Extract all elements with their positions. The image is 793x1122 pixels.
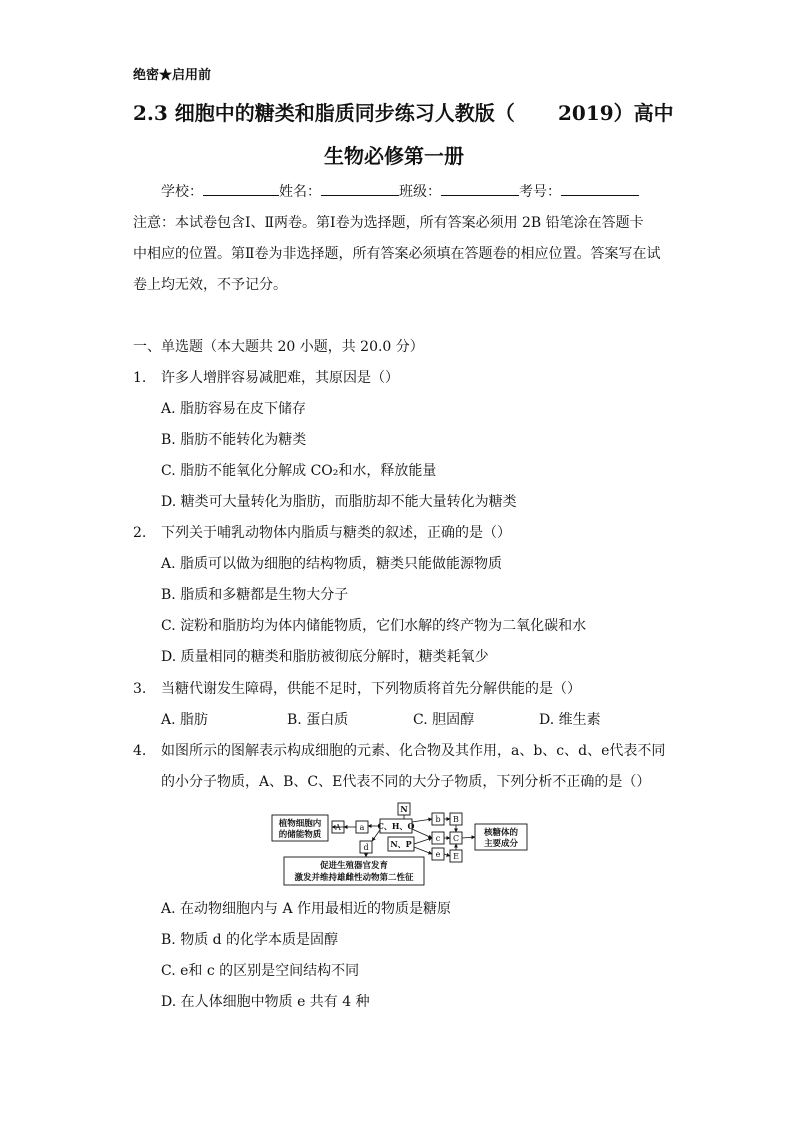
label-b: b [435, 815, 441, 824]
question-4-option-d[interactable]: D. 在人体细胞中物质 e 共有 4 种 [161, 994, 370, 1010]
label-a: a [359, 823, 365, 832]
label-d: d [363, 843, 369, 852]
label-E: E [453, 852, 459, 861]
exam-no-blank[interactable] [561, 182, 639, 196]
question-2-stem: 下列关于哺乳动物体内脂质与糖类的叙述，正确的是（） [161, 525, 511, 541]
question-3-option-c[interactable]: C. 胆固醇 [413, 712, 475, 728]
question-2-option-a[interactable]: A. 脂质可以做为细胞的结构物质，糖类只能做能源物质 [161, 556, 503, 572]
hormone-label-line1: 促进生殖器官发育 [319, 861, 389, 871]
question-4-option-b[interactable]: B. 物质 d 的化学本质是固醇 [161, 932, 339, 948]
biomolecule-diagram [270, 800, 530, 890]
label-e: e [435, 850, 441, 859]
question-2-option-c[interactable]: C. 淀粉和脂肪均为体内储能物质，它们水解的终产物为二氧化碳和水 [161, 618, 587, 634]
page-title-line2: 生物必修第一册 [324, 144, 464, 168]
class-label: 班级： [399, 184, 441, 200]
section-title: 一、单选题（本大题共 20 小题，共 20.0 分） [133, 339, 424, 355]
school-label: 学校： [161, 184, 203, 200]
info-line [161, 182, 639, 201]
storage-label-line2: 的储能物质 [278, 830, 322, 840]
question-1-option-a[interactable]: A. 脂肪容易在皮下储存 [161, 401, 307, 417]
storage-label-line1: 植物细胞内 [278, 819, 322, 829]
question-2-option-d[interactable]: D. 质量相同的糖类和脂肪被彻底分解时，糖类耗氧少 [161, 649, 489, 665]
question-4-stem-line2: 的小分子物质，A、B、C、E代表不同的大分子物质，下列分析不正确的是（） [161, 774, 651, 790]
ribosome-label-line1: 核糖体的 [483, 828, 519, 838]
question-4-stem-line1: 如图所示的图解表示构成细胞的元素、化合物及其作用，a、b、c、d、e代表不同 [161, 743, 666, 759]
label-A: A [335, 823, 341, 832]
question-2-option-b[interactable]: B. 脂质和多糖都是生物大分子 [161, 587, 349, 603]
confidential-label: 绝密★启用前 [133, 68, 212, 83]
page-title-line1-a: 2.3 细胞中的糖类和脂质同步练习人教版（ [133, 101, 515, 125]
question-1-option-c[interactable]: C. 脂肪不能氧化分解成 CO₂和水，释放能量 [161, 463, 437, 479]
question-2-number: 2. [133, 525, 147, 541]
question-1-number: 1. [133, 370, 147, 386]
label-B: B [453, 815, 459, 824]
question-3-option-a[interactable]: A. 脂肪 [161, 712, 209, 728]
label-C: C [452, 834, 460, 843]
question-3-option-b[interactable]: B. 蛋白质 [287, 712, 349, 728]
hormone-label-line2: 激发并维持雄雌性动物第二性征 [294, 873, 414, 883]
page-title-line1-b: 2019）高中 [558, 101, 674, 125]
question-4-number: 4. [133, 743, 147, 759]
label-cho: C、H、O [377, 821, 415, 831]
notice-line-1: 注意：本试卷包含Ⅰ、Ⅱ两卷。第Ⅰ卷为选择题，所有答案必须用 2B 铅笔涂在答题卡 [133, 215, 644, 231]
question-3-number: 3. [133, 681, 147, 697]
ribosome-label-line2: 主要成分 [483, 839, 519, 849]
name-blank[interactable] [321, 182, 399, 196]
exam-no-label: 考号： [519, 184, 561, 200]
label-n-top: N [400, 804, 408, 814]
question-1-option-b[interactable]: B. 脂肪不能转化为糖类 [161, 432, 307, 448]
question-1-option-d[interactable]: D. 糖类可大量转化为脂肪，而脂肪却不能大量转化为糖类 [161, 494, 517, 510]
label-np: N、P [390, 839, 412, 849]
notice-line-3: 卷上均无效，不予记分。 [133, 277, 287, 293]
question-4-option-c[interactable]: C. e和 c 的区别是空间结构不同 [161, 963, 360, 979]
question-3-option-d[interactable]: D. 维生素 [539, 712, 601, 728]
label-c: c [435, 834, 441, 843]
class-blank[interactable] [441, 182, 519, 196]
question-3-stem: 当糖代谢发生障碍，供能不足时，下列物质将首先分解供能的是（） [161, 681, 581, 697]
question-4-option-a[interactable]: A. 在动物细胞内与 A 作用最相近的物质是糖原 [161, 901, 452, 917]
name-label: 姓名： [279, 184, 321, 200]
question-1-stem: 许多人增胖容易减肥难，其原因是（） [161, 370, 399, 386]
school-blank[interactable] [203, 182, 279, 196]
notice-line-2: 中相应的位置。第Ⅱ卷为非选择题，所有答案必须填在答题卷的相应位置。答案写在试 [133, 246, 661, 262]
